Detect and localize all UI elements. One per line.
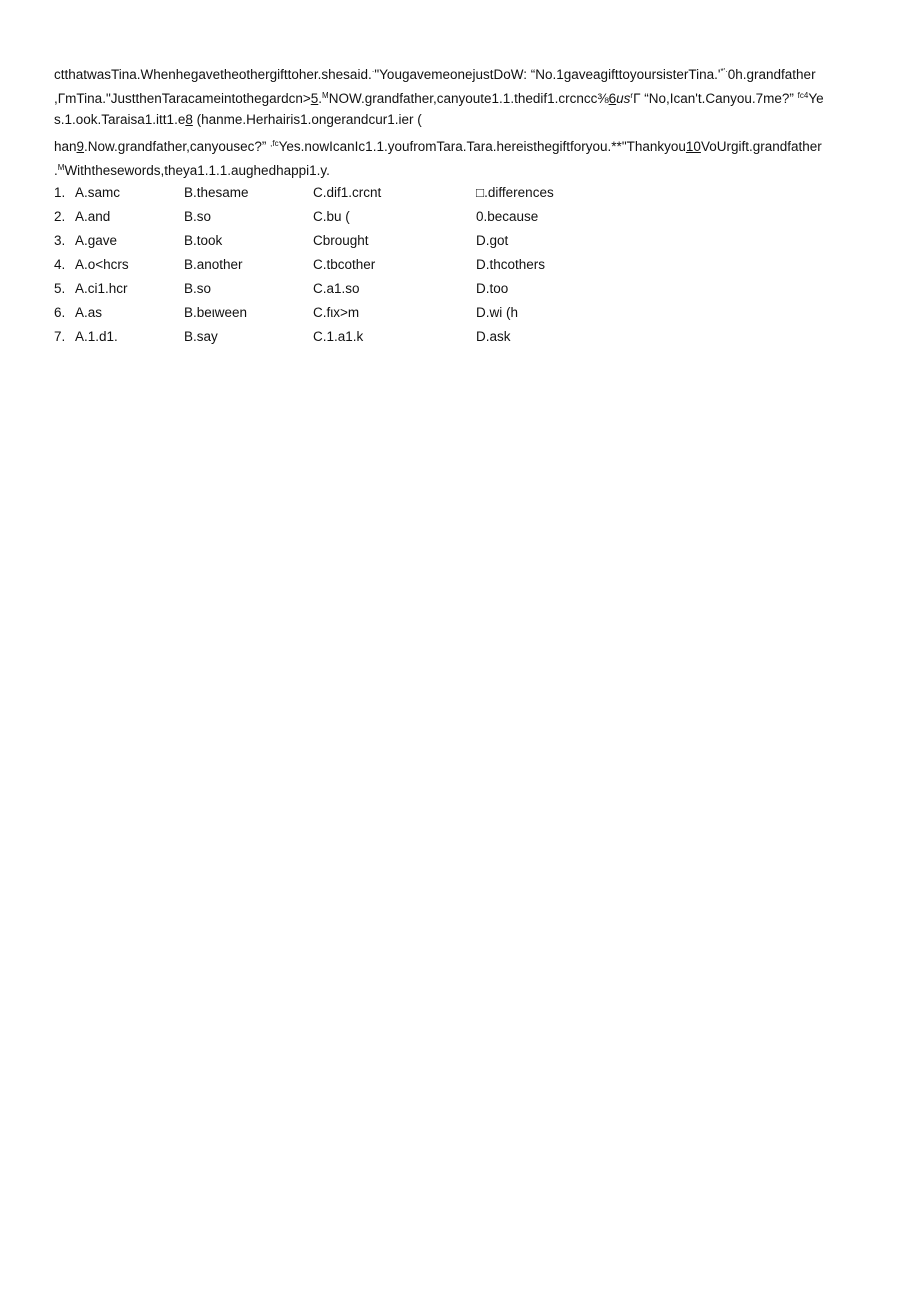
option-b: B.thesame <box>184 185 249 200</box>
question-number: 2. <box>54 209 66 224</box>
passage-superscript: M <box>322 91 329 100</box>
option-a: A.o<hcrs <box>75 257 129 272</box>
passage-text: 0h.grandfather <box>727 67 816 82</box>
question-row-4 <box>54 254 870 278</box>
option-c: Cbrought <box>313 233 369 248</box>
question-row-6 <box>54 302 870 326</box>
question-number: 7. <box>54 329 66 344</box>
option-c: C.1.a1.k <box>313 329 364 344</box>
passage-line-2 <box>54 84 870 108</box>
passage-superscript: *'· <box>720 67 728 76</box>
option-d: □.differences <box>476 185 554 200</box>
question-row-2 <box>54 206 870 230</box>
option-a: A.ci1.hcr <box>75 281 128 296</box>
option-b: B.another <box>184 257 243 272</box>
option-d: D.wi (h <box>476 305 519 320</box>
passage-superscript: · <box>371 67 375 76</box>
passage-text: Withthesewords,theya1.1.1.aughedhappi1.y. <box>64 163 330 178</box>
passage-superscript: fc4 <box>797 91 809 100</box>
option-c: C.dif1.crcnt <box>313 185 382 200</box>
option-b: B.so <box>184 209 212 224</box>
passage-text: (hanme.Herhairis1.ongerandcur1.ier ( <box>192 112 422 127</box>
option-b: B.took <box>184 233 223 248</box>
passage-text: VoUrgift.grandfather <box>700 139 822 154</box>
question-number: 5. <box>54 281 66 296</box>
option-a: A.as <box>75 305 103 320</box>
option-d: D.too <box>476 281 509 296</box>
passage-superscript: r <box>630 91 634 100</box>
passage-text: s.1.ook.Taraisa1.itt1.e <box>54 112 186 127</box>
question-row-5 <box>54 278 870 302</box>
passage-text: NOW.grandfather,canyoute1.1.thedif1.crcncc⅜ <box>328 91 609 106</box>
passage-text: "YougavemeonejustDoW: “No.1gaveagifttoyoursisterTina.' <box>374 67 721 82</box>
option-a: A.samc <box>75 185 121 200</box>
option-c: C.bu ( <box>313 209 350 224</box>
question-row-3 <box>54 230 870 254</box>
passage-text: . <box>54 163 58 178</box>
question-row-7 <box>54 326 870 350</box>
question-number: 6. <box>54 305 66 320</box>
option-b: B.so <box>184 281 212 296</box>
option-d: 0.because <box>476 209 539 224</box>
option-c: C.tbcother <box>313 257 376 272</box>
option-a: A.gave <box>75 233 118 248</box>
passage-superscript: M <box>57 163 65 172</box>
passage-text: .Now.grandfather,canyousec?” <box>84 139 271 154</box>
blank-number: 5 <box>310 91 319 106</box>
passage-text: Yes.nowIcanIc1.1.youfromTara.Tara.hereisthegiftforyou.**"Thankyou <box>278 139 686 154</box>
passage-superscript: ,fc <box>270 139 279 148</box>
blank-number: 6 <box>608 91 617 106</box>
question-number: 1. <box>54 185 66 200</box>
passage-text: han <box>54 139 77 154</box>
option-d: D.got <box>476 233 509 248</box>
question-number: 3. <box>54 233 66 248</box>
passage-line-5 <box>54 156 870 180</box>
passage-text: . <box>318 91 323 106</box>
passage-line-1 <box>54 60 870 84</box>
passage-text: Γ “No,Ican't.Canyou.7me?” <box>633 91 798 106</box>
answer-options <box>54 182 870 350</box>
passage-text: us <box>616 91 631 106</box>
question-number: 4. <box>54 257 66 272</box>
blank-number: 10 <box>685 139 701 154</box>
passage-line-3 <box>54 108 870 132</box>
option-b: B.say <box>184 329 218 344</box>
option-a: A.and <box>75 209 111 224</box>
blank-number: 9 <box>76 139 85 154</box>
document-page <box>54 60 870 350</box>
option-d: D.ask <box>476 329 511 344</box>
passage-text: ctthatwasTina.Whenhegavetheothergifttoher.shesaid. <box>54 67 372 82</box>
option-b: B.beιween <box>184 305 248 320</box>
passage-line-4 <box>54 132 870 156</box>
option-a: A.1.d1. <box>75 329 118 344</box>
option-c: C.a1.so <box>313 281 360 296</box>
blank-number: 8 <box>185 112 193 127</box>
question-row-1 <box>54 182 870 206</box>
passage-text: Ye <box>808 91 824 106</box>
option-c: C.fιx>m <box>313 305 360 320</box>
passage-text: ,ΓmTina."JustthenTaracameintothegardcn> <box>54 91 311 106</box>
option-d: D.thcothers <box>476 257 546 272</box>
reading-passage <box>54 60 870 180</box>
